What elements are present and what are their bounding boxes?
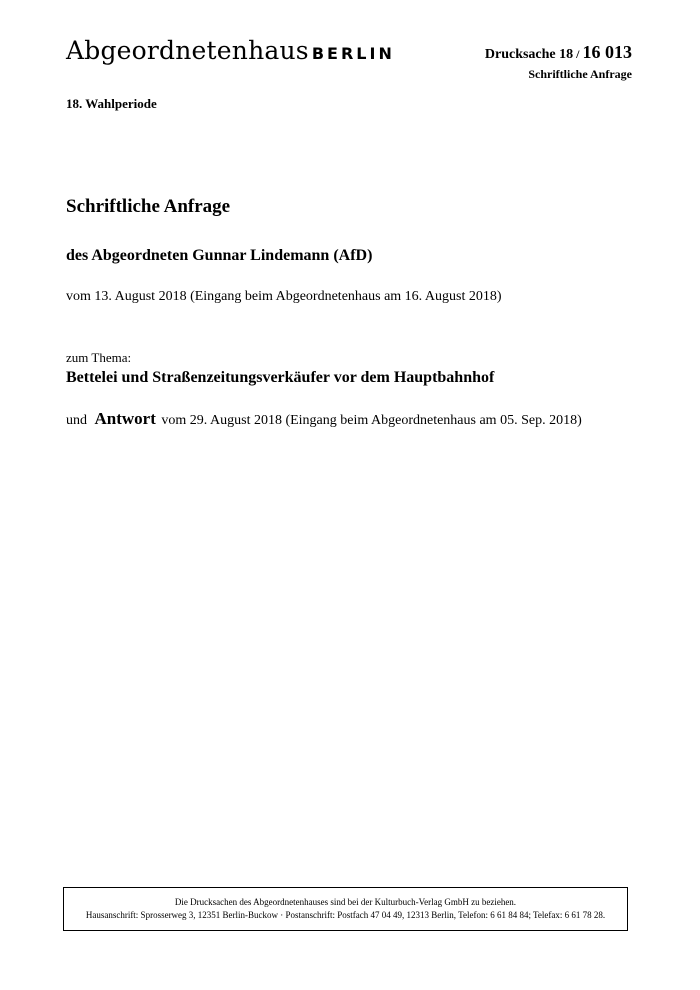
answer-keyword: Antwort	[94, 409, 156, 428]
drucksache-number-line	[485, 42, 632, 63]
answer-prefix: und	[66, 413, 87, 428]
answer-date: vom 29. August 2018 (Eingang beim Abgeordnetenhaus am 05. Sep. 2018)	[161, 413, 582, 428]
drucksache-prefix: Drucksache 18	[484, 47, 574, 62]
drucksache-number: 16 013	[582, 42, 632, 62]
wahlperiode: 18. Wahlperiode	[66, 96, 157, 111]
logo-wordmark: Abgeordnetenhaus	[66, 36, 309, 65]
drucksache-block	[485, 42, 632, 82]
document-title: Schriftliche Anfrage	[66, 196, 231, 217]
footer-line-2: Hausanschrift: Sprosserweg 3, 12351 Berlin-Buckow · Postanschrift: Postfach 47 04 49, 12313 Berlin, Telefon: 6 61 84 84; Telefax: 6 61 78 28.	[85, 910, 606, 920]
topic-title: Bettelei und Straßenzeitungsverkäufer vor dem Hauptbahnhof	[66, 369, 495, 386]
topic-label: zum Thema:	[66, 350, 132, 365]
footer-box	[63, 887, 628, 931]
drucksache-slash: /	[573, 47, 583, 61]
logo-city: BERLIN	[311, 44, 395, 63]
date-line: vom 13. August 2018 (Eingang beim Abgeordnetenhaus am 16. August 2018)	[66, 289, 502, 304]
footer-line-1: Die Drucksachen des Abgeordnetenhauses sind bei der Kulturbuch-Verlag GmbH zu beziehen.	[174, 897, 517, 907]
parliament-logo	[66, 36, 395, 65]
document-type: Schriftliche Anfrage	[528, 67, 632, 81]
author-line: des Abgeordneten Gunnar Lindemann (AfD)	[66, 247, 373, 264]
answer-line	[66, 409, 582, 429]
